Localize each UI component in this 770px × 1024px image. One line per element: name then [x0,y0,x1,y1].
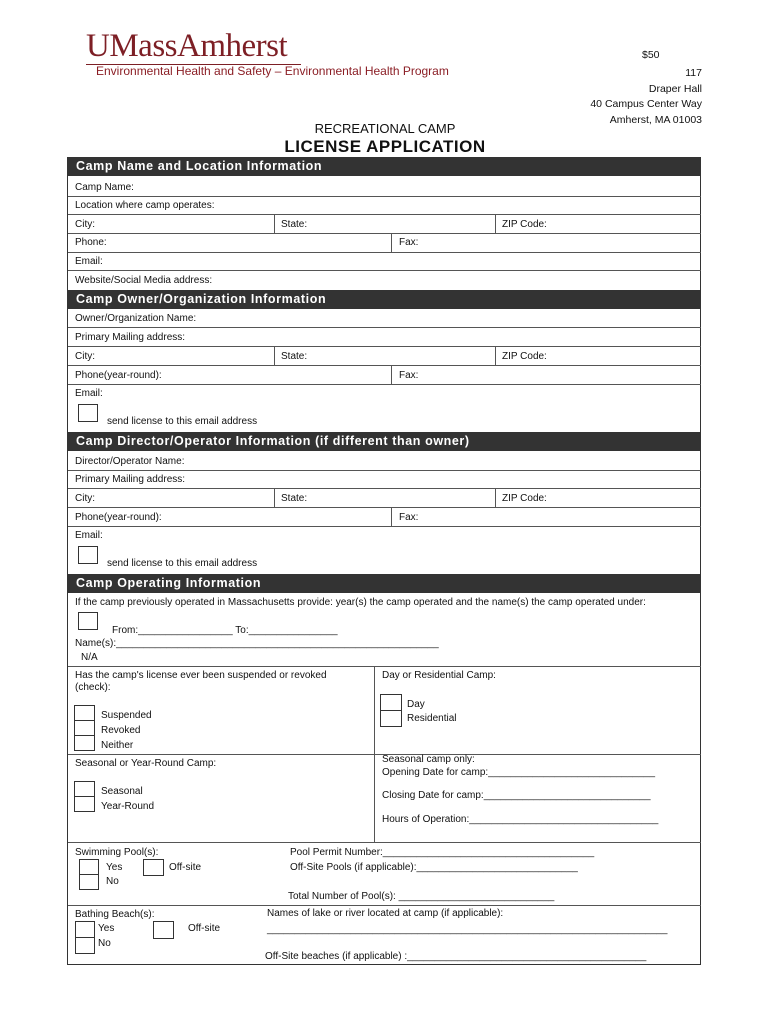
neither-label: Neither [101,740,134,751]
section-header-operating: Camp Operating Information [68,574,701,593]
pool-yes-checkbox[interactable] [79,859,99,875]
umass-amherst-logo: UMassAmherst [86,30,287,63]
department-subtitle: Environmental Health and Safety – Environmental Health Program [96,64,449,78]
owner-email-field[interactable]: Email: [75,388,103,399]
fee-amount: $50 [642,49,660,61]
form-title-line2: LICENSE APPLICATION [284,137,486,156]
state-field[interactable]: State: [281,219,308,230]
revoked-label: Revoked [101,725,141,736]
pool-no-label: No [106,876,119,887]
divider [274,488,275,507]
seasonal-only-label: Seasonal camp only: [382,754,475,765]
form-title-line1: RECREATIONAL CAMP [314,121,456,136]
opening-date-field[interactable]: Opening Date for camp:______________________________ [382,767,656,778]
owner-phone-field[interactable]: Phone(year-round): [75,370,162,381]
camp-name-field[interactable]: Camp Name: [75,182,134,193]
divider [68,365,701,366]
divider [68,384,701,385]
residential-checkbox[interactable] [380,710,402,727]
director-zip-field[interactable]: ZIP Code: [502,493,547,504]
director-name-field[interactable]: Director/Operator Name: [75,456,185,467]
suspended-question: Has the camp's license ever been suspended or revoked (check): [75,670,327,693]
seasonal-question: Seasonal or Year-Round Camp: [75,758,217,769]
year-round-label: Year-Round [101,801,155,812]
suspended-label: Suspended [101,710,152,721]
year-round-checkbox[interactable] [74,796,95,812]
website-field[interactable]: Website/Social Media address: [75,275,213,286]
seasonal-label: Seasonal [101,786,143,797]
owner-city-field[interactable]: City: [75,351,95,362]
names-field[interactable]: Name(s):__________________________________________________________ [75,638,439,649]
address-line: Draper Hall [648,82,702,95]
divider [495,488,496,507]
beach-yes-checkbox[interactable] [75,921,95,938]
total-pools-field[interactable]: Total Number of Pool(s): ____________________________ [288,891,555,902]
beach-offsite-label: Off-site [188,923,221,934]
na-label: N/A [81,652,98,663]
beach-question: Bathing Beach(s): [75,909,155,920]
divider [68,905,701,906]
location-field[interactable]: Location where camp operates: [75,200,215,211]
day-residential-question: Day or Residential Camp: [382,670,496,681]
email-field[interactable]: Email: [75,256,103,267]
director-phone-field[interactable]: Phone(year-round): [75,512,162,523]
director-email-field[interactable]: Email: [75,530,103,541]
divider [495,214,496,233]
divider [68,214,701,215]
lake-names-field[interactable]: ________________________________________________________________________ [267,924,668,935]
divider [391,365,392,384]
city-field[interactable]: City: [75,219,95,230]
residential-label: Residential [407,713,457,724]
day-label: Day [407,699,425,710]
director-send-license-label: send license to this email address [107,558,258,569]
pool-no-checkbox[interactable] [79,874,99,890]
day-checkbox[interactable] [380,694,402,711]
fax-field[interactable]: Fax: [399,237,419,248]
divider [68,488,701,489]
phone-field[interactable]: Phone: [75,237,107,248]
offsite-beaches-field[interactable]: Off-Site beaches (if applicable) :___________________________________________ [265,951,647,962]
owner-send-license-checkbox[interactable] [78,404,98,422]
divider [391,507,392,526]
neither-checkbox[interactable] [74,735,95,751]
divider [495,346,496,365]
offsite-pools-field[interactable]: Off-Site Pools (if applicable):_____________________________ [290,862,578,873]
beach-no-label: No [98,938,111,949]
divider [68,666,701,667]
director-send-license-checkbox[interactable] [78,546,98,564]
seasonal-checkbox[interactable] [74,781,95,797]
divider [68,270,701,271]
pools-question: Swimming Pool(s): [75,847,159,858]
hours-field[interactable]: Hours of Operation:__________________________________ [382,814,659,825]
divider [68,470,701,471]
address-line: 40 Campus Center Way [590,98,702,110]
revoked-checkbox[interactable] [74,720,95,736]
owner-state-field[interactable]: State: [281,351,308,362]
divider [274,214,275,233]
owner-name-field[interactable]: Owner/Organization Name: [75,313,197,324]
section-header-camp-location: Camp Name and Location Information [68,157,701,176]
owner-send-license-label: send license to this email address [107,416,258,427]
address-line: Amherst, MA 01003 [609,113,702,126]
divider [68,327,701,328]
beach-offsite-checkbox[interactable] [153,921,174,939]
divider [68,526,701,527]
owner-fax-field[interactable]: Fax: [399,370,419,381]
section-header-owner: Camp Owner/Organization Information [68,290,701,309]
divider [68,507,701,508]
previous-operation-question: If the camp previously operated in Massachusetts provide: year(s) the camp operated and the name(s) the camp operated under: [75,597,646,608]
pool-offsite-label: Off-site [169,862,202,873]
from-to-field[interactable]: From:_________________ To:________________ [112,625,338,636]
section-header-director: Camp Director/Operator Information (if different than owner) [68,432,701,451]
beach-yes-label: Yes [98,923,115,934]
pool-yes-label: Yes [106,862,123,873]
director-fax-field[interactable]: Fax: [399,512,419,523]
director-state-field[interactable]: State: [281,493,308,504]
director-city-field[interactable]: City: [75,493,95,504]
zip-field[interactable]: ZIP Code: [502,219,547,230]
closing-date-field[interactable]: Closing Date for camp:______________________________ [382,790,651,801]
beach-no-checkbox[interactable] [75,937,95,954]
divider [68,196,701,197]
pool-offsite-checkbox[interactable] [143,859,164,876]
divider [391,233,392,252]
owner-mailing-field[interactable]: Primary Mailing address: [75,332,186,343]
owner-zip-field[interactable]: ZIP Code: [502,351,547,362]
pool-permit-field[interactable]: Pool Permit Number:______________________________________ [290,847,595,858]
divider [68,252,701,253]
suspended-checkbox[interactable] [74,705,95,721]
address-line: 117 [685,67,702,79]
divider [68,842,701,843]
previous-operation-checkbox[interactable] [78,612,98,630]
divider [68,346,701,347]
mailing-address [590,66,702,128]
divider [68,233,701,234]
director-mailing-field[interactable]: Primary Mailing address: [75,474,186,485]
lake-names-label: Names of lake or river located at camp (if applicable): [267,908,504,919]
divider [274,346,275,365]
